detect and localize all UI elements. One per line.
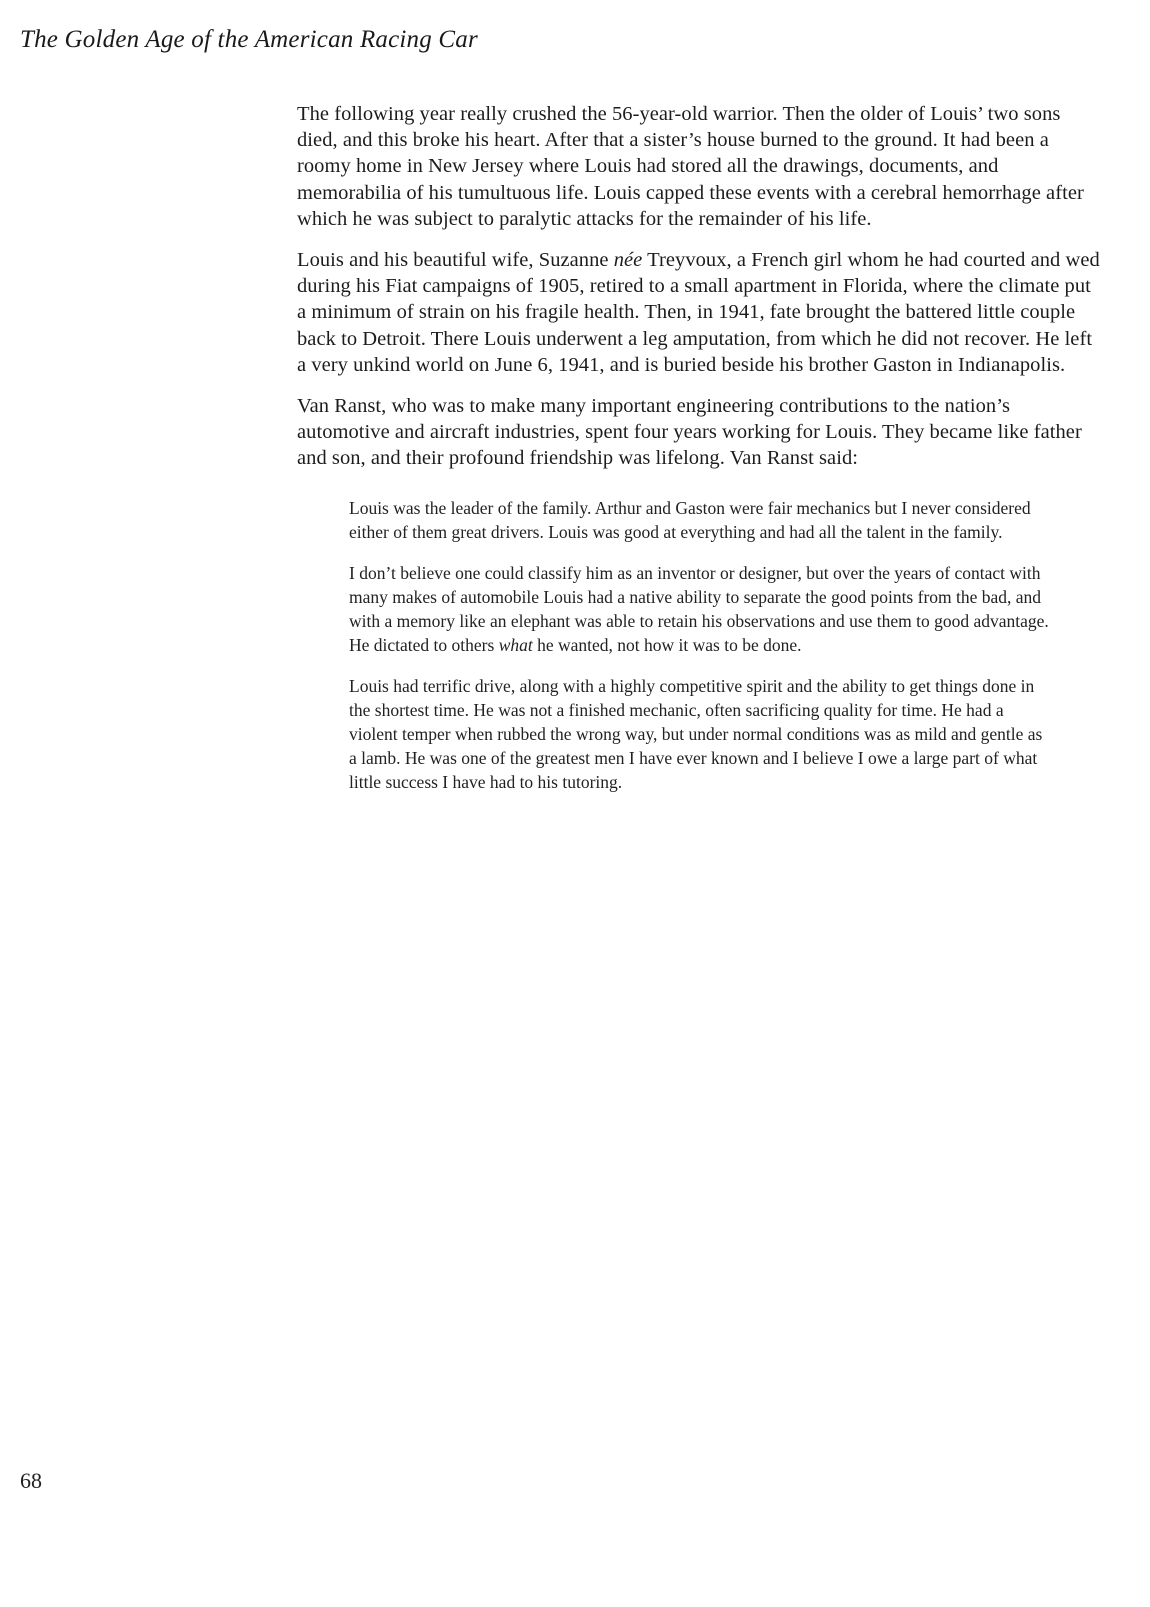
quote-paragraph-ability-end: he wanted, not how it was to be done. bbox=[532, 634, 802, 655]
paragraph-florida-detroit bbox=[297, 247, 1101, 378]
paragraph-florida-detroit-end: Treyvoux, a French girl whom he had courted and wed during his Fiat campaigns of 1905, retired to a small apartment in Florida, where the climate put a minimum of strain on his fragile health. Then, in 1941, fate brought the battered little couple back to Detroit. There Louis underwent a leg amputation, from which he did not recover. He left a very unkind world on June 6, 1941, and is buried beside his brother Gaston in Indianapolis. bbox=[297, 249, 1100, 376]
what-emphasis: what bbox=[498, 634, 533, 655]
paragraph-family-tragedies: The following year really crushed the 56-year-old warrior. Then the older of Louis’ two sons died, and this broke his heart. After that a sister’s house burned to the ground. It had been a roomy home in New Jersey where Louis had stored all the drawings, documents, and memorabilia of his tumultuous life. Louis capped these events with a cerebral hemorrhage after which he was subject to paralytic attacks for the remainder of his life. bbox=[297, 103, 1084, 230]
page-number: 68 bbox=[20, 1468, 42, 1493]
nee-emphasis: née bbox=[613, 249, 643, 272]
quote-paragraph-ability-start: I don’t believe one could classify him as an inventor or designer, but over the years of contact with many makes of automobile Louis had a native ability to separate the good points from the bad, and with a memory like an elephant was able to retain his observations and use them to good advantage. He dictated to others bbox=[349, 562, 1049, 655]
quote-paragraph-drive: Louis had terrific drive, along with a highly competitive spirit and the ability to get things done in the shortest time. He was not a finished mechanic, often sacrificing quality for time. He had a violent temper when rubbed the wrong way, but under normal conditions was as mild and gentle as a lamb. He was one of the greatest men I have ever known and I believe I owe a large part of what little success I have had to his tutoring. bbox=[349, 675, 1043, 792]
body-text bbox=[297, 101, 1101, 811]
paragraph-florida-detroit-start: Louis and his beautiful wife, Suzanne bbox=[297, 249, 614, 272]
paragraph-van-ranst-intro: Van Ranst, who was to make many important engineering contributions to the nation’s automotive and aircraft industries, spent four years working for Louis. They became like father and son, and their profound friendship was lifelong. Van Ranst said: bbox=[297, 395, 1082, 470]
quote-paragraph-leader: Louis was the leader of the family. Arthur and Gaston were fair mechanics but I never considered either of them great drivers. Louis was good at everything and had all the talent in the family. bbox=[349, 497, 1031, 542]
block-quote bbox=[349, 496, 1049, 794]
running-head-title: The Golden Age of the American Racing Car bbox=[20, 26, 478, 53]
quote-paragraph-ability bbox=[349, 561, 1049, 657]
